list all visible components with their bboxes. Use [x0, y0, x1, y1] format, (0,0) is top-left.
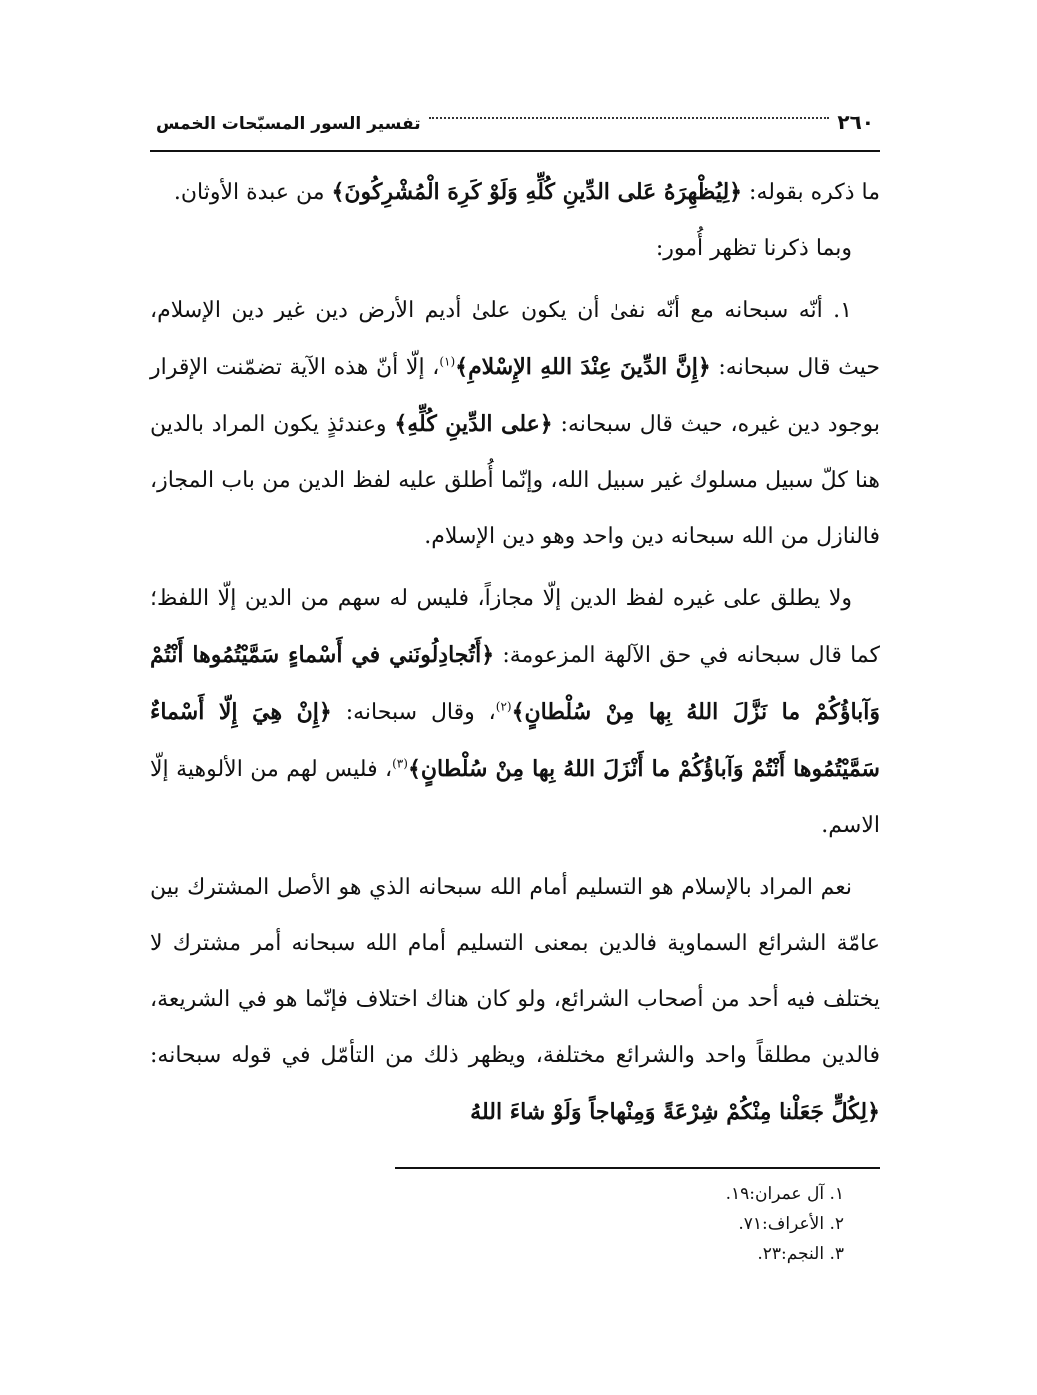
header-rule [150, 150, 880, 152]
paragraph-3-text-b: ، إلّا أنّ هذه الآية تضمّنت الإقرار بوجود دين غيره، حيث قال سبحانه: [150, 355, 880, 437]
footnote-rule [395, 1167, 880, 1169]
paragraph-5 [150, 860, 880, 1141]
quran-verse: ﴿على الدِّينِ كُلِّهِ﴾ [394, 411, 553, 437]
quran-verse: ﴿لِكُلٍّ جَعَلْنا مِنْكُمْ شِرْعَةً وَمِنْهاجاً وَلَوْ شاءَ اللهُ [470, 1099, 880, 1125]
paragraph-4-text-b: ، وقال سبحانه: [331, 700, 496, 725]
footnotes [150, 1179, 880, 1269]
paragraph-1 [150, 164, 880, 221]
running-header [150, 100, 880, 144]
body-text [150, 164, 880, 1141]
paragraph-5-text-a: نعم المراد بالإسلام هو التسليم أمام الله سبحانه الذي هو الأصل المشترك بين عامّة الشرائع السماوية فالدين بمعنى التسليم أمام الله سبحانه أمر مشترك لا يختلف فيه أحد من أصحاب الشرائع، ولو كان هناك اختلاف فإنّما هو في الشريعة، فالدين مطلقاً واحد والشرائع مختلفة، ويظهر ذلك من التأمّل في قوله سبحانه: [150, 875, 880, 1068]
paragraph-1-text-b: من عبدة الأوثان. [173, 180, 332, 205]
page-number: ٢٦٠ [837, 110, 874, 134]
book-title: تفسير السور المسبّحات الخمس [156, 114, 421, 134]
paragraph-3 [150, 283, 880, 565]
footnote-3: ٣. النجم:٢٣. [757, 1244, 844, 1264]
paragraph-4 [150, 571, 880, 854]
quran-verse: ﴿إِنَّ الدِّينَ عِنْدَ اللهِ الإِسْلامِ﴾ [455, 354, 711, 380]
quran-verse: ﴿لِيُظْهِرَهُ عَلى الدِّينِ كُلِّهِ وَلَوْ كَرِهَ الْمُشْرِكُونَ﴾ [331, 179, 743, 205]
footnote-ref-3[interactable]: (٣) [392, 756, 408, 771]
quran-verse: ﴿إِنْ هِيَ إِلّا أَسْماءٌ سَمَّيْتُمُوها أَنْتُمْ وَآباؤُكُمْ ما أَنْزَلَ اللهُ بِها مِنْ سُلْطانٍ﴾ [150, 699, 880, 782]
paragraph-2: وبما ذكرنا تظهر أُمور: [655, 236, 852, 261]
paragraph-1-text-a: ما ذكره بقوله: [742, 180, 880, 205]
footnote-ref-1[interactable]: (١) [439, 354, 456, 369]
document-page [150, 100, 880, 1269]
footnote-1: ١. آل عمران:١٩. [725, 1184, 844, 1204]
quran-verse: ﴿أَتُجادِلُونَني في أَسْماءٍ سَمَّيْتُمُوها أَنْتُمْ وَآباؤُكُمْ ما نَزَّلَ اللهُ بِها مِنْ سُلْطانٍ﴾ [150, 642, 881, 725]
footnote-2: ٢. الأعراف:٧١. [738, 1214, 844, 1234]
paragraph-3-text-a: ١. أنّه سبحانه مع أنّه نفىٰ أن يكون علىٰ أديم الأرض دين غير دين الإسلام، حيث قال سبحانه: [150, 298, 881, 380]
paragraph-3-text-c: وعندئذٍ يكون المراد بالدين هنا كلّ سبيل مسلوك غير سبيل الله، وإنّما أُطلق عليه لفظ الدين من باب المجاز، فالنازل من الله سبحانه دين واحد وهو دين الإسلام. [150, 412, 880, 549]
footnote-ref-2[interactable]: (٢) [495, 699, 512, 714]
leader-dots [429, 117, 830, 119]
paragraph-4-text-c: ، فليس لهم من الألوهية إلّا الاسم. [150, 757, 880, 838]
paragraph-4-text-a: ولا يطلق على غيره لفظ الدين إلّا مجازاً، فليس له سهم من الدين إلّا اللفظ؛ كما قال سبحانه في حق الآلهة المزعومة: [150, 586, 881, 668]
